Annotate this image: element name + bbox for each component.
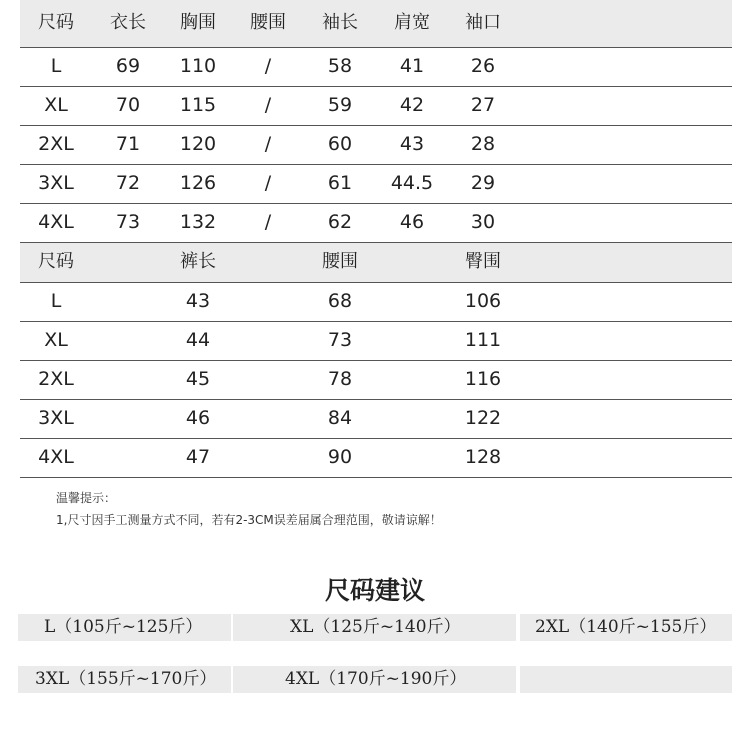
table-row bbox=[20, 400, 732, 439]
table-cell: 41 bbox=[399, 55, 425, 77]
table-cell: 110 bbox=[179, 55, 217, 77]
table-cell: 126 bbox=[179, 172, 217, 194]
table-row bbox=[20, 48, 732, 87]
table-cell: 3XL bbox=[38, 407, 74, 429]
table-cell: 30 bbox=[470, 211, 496, 233]
header-cell: 尺码 bbox=[38, 251, 74, 272]
table-cell: / bbox=[264, 55, 272, 77]
recommendation-band bbox=[18, 666, 732, 693]
tips-note: 1,尺寸因手工测量方式不同，若有2-3CM误差届属合理范围，敬请谅解！ bbox=[56, 513, 442, 527]
table-row bbox=[20, 361, 732, 400]
table-cell: 78 bbox=[327, 368, 353, 390]
table-cell: 28 bbox=[470, 133, 496, 155]
table-cell: 59 bbox=[327, 94, 353, 116]
header-cell: 袖长 bbox=[322, 12, 358, 33]
header-cell: 胸围 bbox=[180, 12, 216, 33]
band-divider bbox=[516, 614, 520, 641]
table-cell: 42 bbox=[399, 94, 425, 116]
header-cell: 臀围 bbox=[465, 251, 501, 272]
table-cell: 46 bbox=[185, 407, 211, 429]
table-row bbox=[20, 283, 732, 322]
size-recommendation: XL（125斤~140斤） bbox=[290, 617, 461, 637]
table-row bbox=[20, 126, 732, 165]
table-cell: XL bbox=[44, 94, 68, 116]
table-cell: 45 bbox=[185, 368, 211, 390]
top-size-table bbox=[20, 0, 732, 243]
table-cell: 73 bbox=[115, 211, 141, 233]
table-cell: 90 bbox=[327, 446, 353, 468]
size-recommendation: 3XL（155斤~170斤） bbox=[35, 669, 217, 689]
table-cell: 70 bbox=[115, 94, 141, 116]
table-cell: L bbox=[50, 55, 62, 77]
table-cell: 47 bbox=[185, 446, 211, 468]
table-cell: / bbox=[264, 211, 272, 233]
table-cell: 43 bbox=[185, 290, 211, 312]
table-cell: L bbox=[50, 290, 62, 312]
table-cell: 61 bbox=[327, 172, 353, 194]
table-cell: 44 bbox=[185, 329, 211, 351]
table-cell: 128 bbox=[464, 446, 502, 468]
table-header-row bbox=[20, 243, 732, 283]
header-cell: 袖口 bbox=[465, 12, 501, 33]
table-cell: / bbox=[264, 133, 272, 155]
table-cell: 132 bbox=[179, 211, 217, 233]
table-cell: 44.5 bbox=[390, 172, 434, 194]
table-cell: XL bbox=[44, 329, 68, 351]
table-cell: 71 bbox=[115, 133, 141, 155]
header-cell: 尺码 bbox=[38, 12, 74, 33]
table-cell: 122 bbox=[464, 407, 502, 429]
table-cell: 68 bbox=[327, 290, 353, 312]
table-cell: 4XL bbox=[38, 211, 74, 233]
recommendation-band bbox=[18, 614, 732, 641]
table-cell: 72 bbox=[115, 172, 141, 194]
table-cell: 120 bbox=[179, 133, 217, 155]
table-row bbox=[20, 322, 732, 361]
band-divider bbox=[231, 614, 233, 641]
table-cell: 84 bbox=[327, 407, 353, 429]
table-cell: 111 bbox=[464, 329, 502, 351]
table-row bbox=[20, 204, 732, 243]
table-row bbox=[20, 165, 732, 204]
table-cell: / bbox=[264, 172, 272, 194]
table-cell: 73 bbox=[327, 329, 353, 351]
table-cell: 62 bbox=[327, 211, 353, 233]
table-cell: 4XL bbox=[38, 446, 74, 468]
table-cell: 3XL bbox=[38, 172, 74, 194]
table-cell: 29 bbox=[470, 172, 496, 194]
header-cell: 腰围 bbox=[322, 251, 358, 272]
table-cell: 26 bbox=[470, 55, 496, 77]
table-cell: 116 bbox=[464, 368, 502, 390]
table-cell: 27 bbox=[470, 94, 496, 116]
size-recommendation: 4XL（170斤~190斤） bbox=[285, 669, 467, 689]
size-recommendation: L（105斤~125斤） bbox=[44, 617, 203, 637]
header-cell: 裤长 bbox=[180, 251, 216, 272]
table-cell: 58 bbox=[327, 55, 353, 77]
table-cell: 43 bbox=[399, 133, 425, 155]
table-cell: 46 bbox=[399, 211, 425, 233]
table-row bbox=[20, 87, 732, 126]
size-recommendation: 2XL（140斤~155斤） bbox=[535, 617, 717, 637]
header-cell: 衣长 bbox=[110, 12, 146, 33]
table-cell: 2XL bbox=[38, 368, 74, 390]
table-header-row bbox=[20, 0, 732, 48]
header-cell: 腰围 bbox=[250, 12, 286, 33]
bottom-size-table bbox=[20, 243, 732, 478]
band-divider bbox=[516, 666, 520, 693]
header-cell: 肩宽 bbox=[394, 12, 430, 33]
table-cell: 60 bbox=[327, 133, 353, 155]
recommendation-title: 尺码建议 bbox=[324, 576, 425, 605]
tips-title: 温馨提示： bbox=[56, 491, 117, 505]
band-divider bbox=[231, 666, 233, 693]
table-cell: / bbox=[264, 94, 272, 116]
table-cell: 69 bbox=[115, 55, 141, 77]
table-row bbox=[20, 439, 732, 478]
table-cell: 2XL bbox=[38, 133, 74, 155]
table-cell: 106 bbox=[464, 290, 502, 312]
table-cell: 115 bbox=[179, 94, 217, 116]
